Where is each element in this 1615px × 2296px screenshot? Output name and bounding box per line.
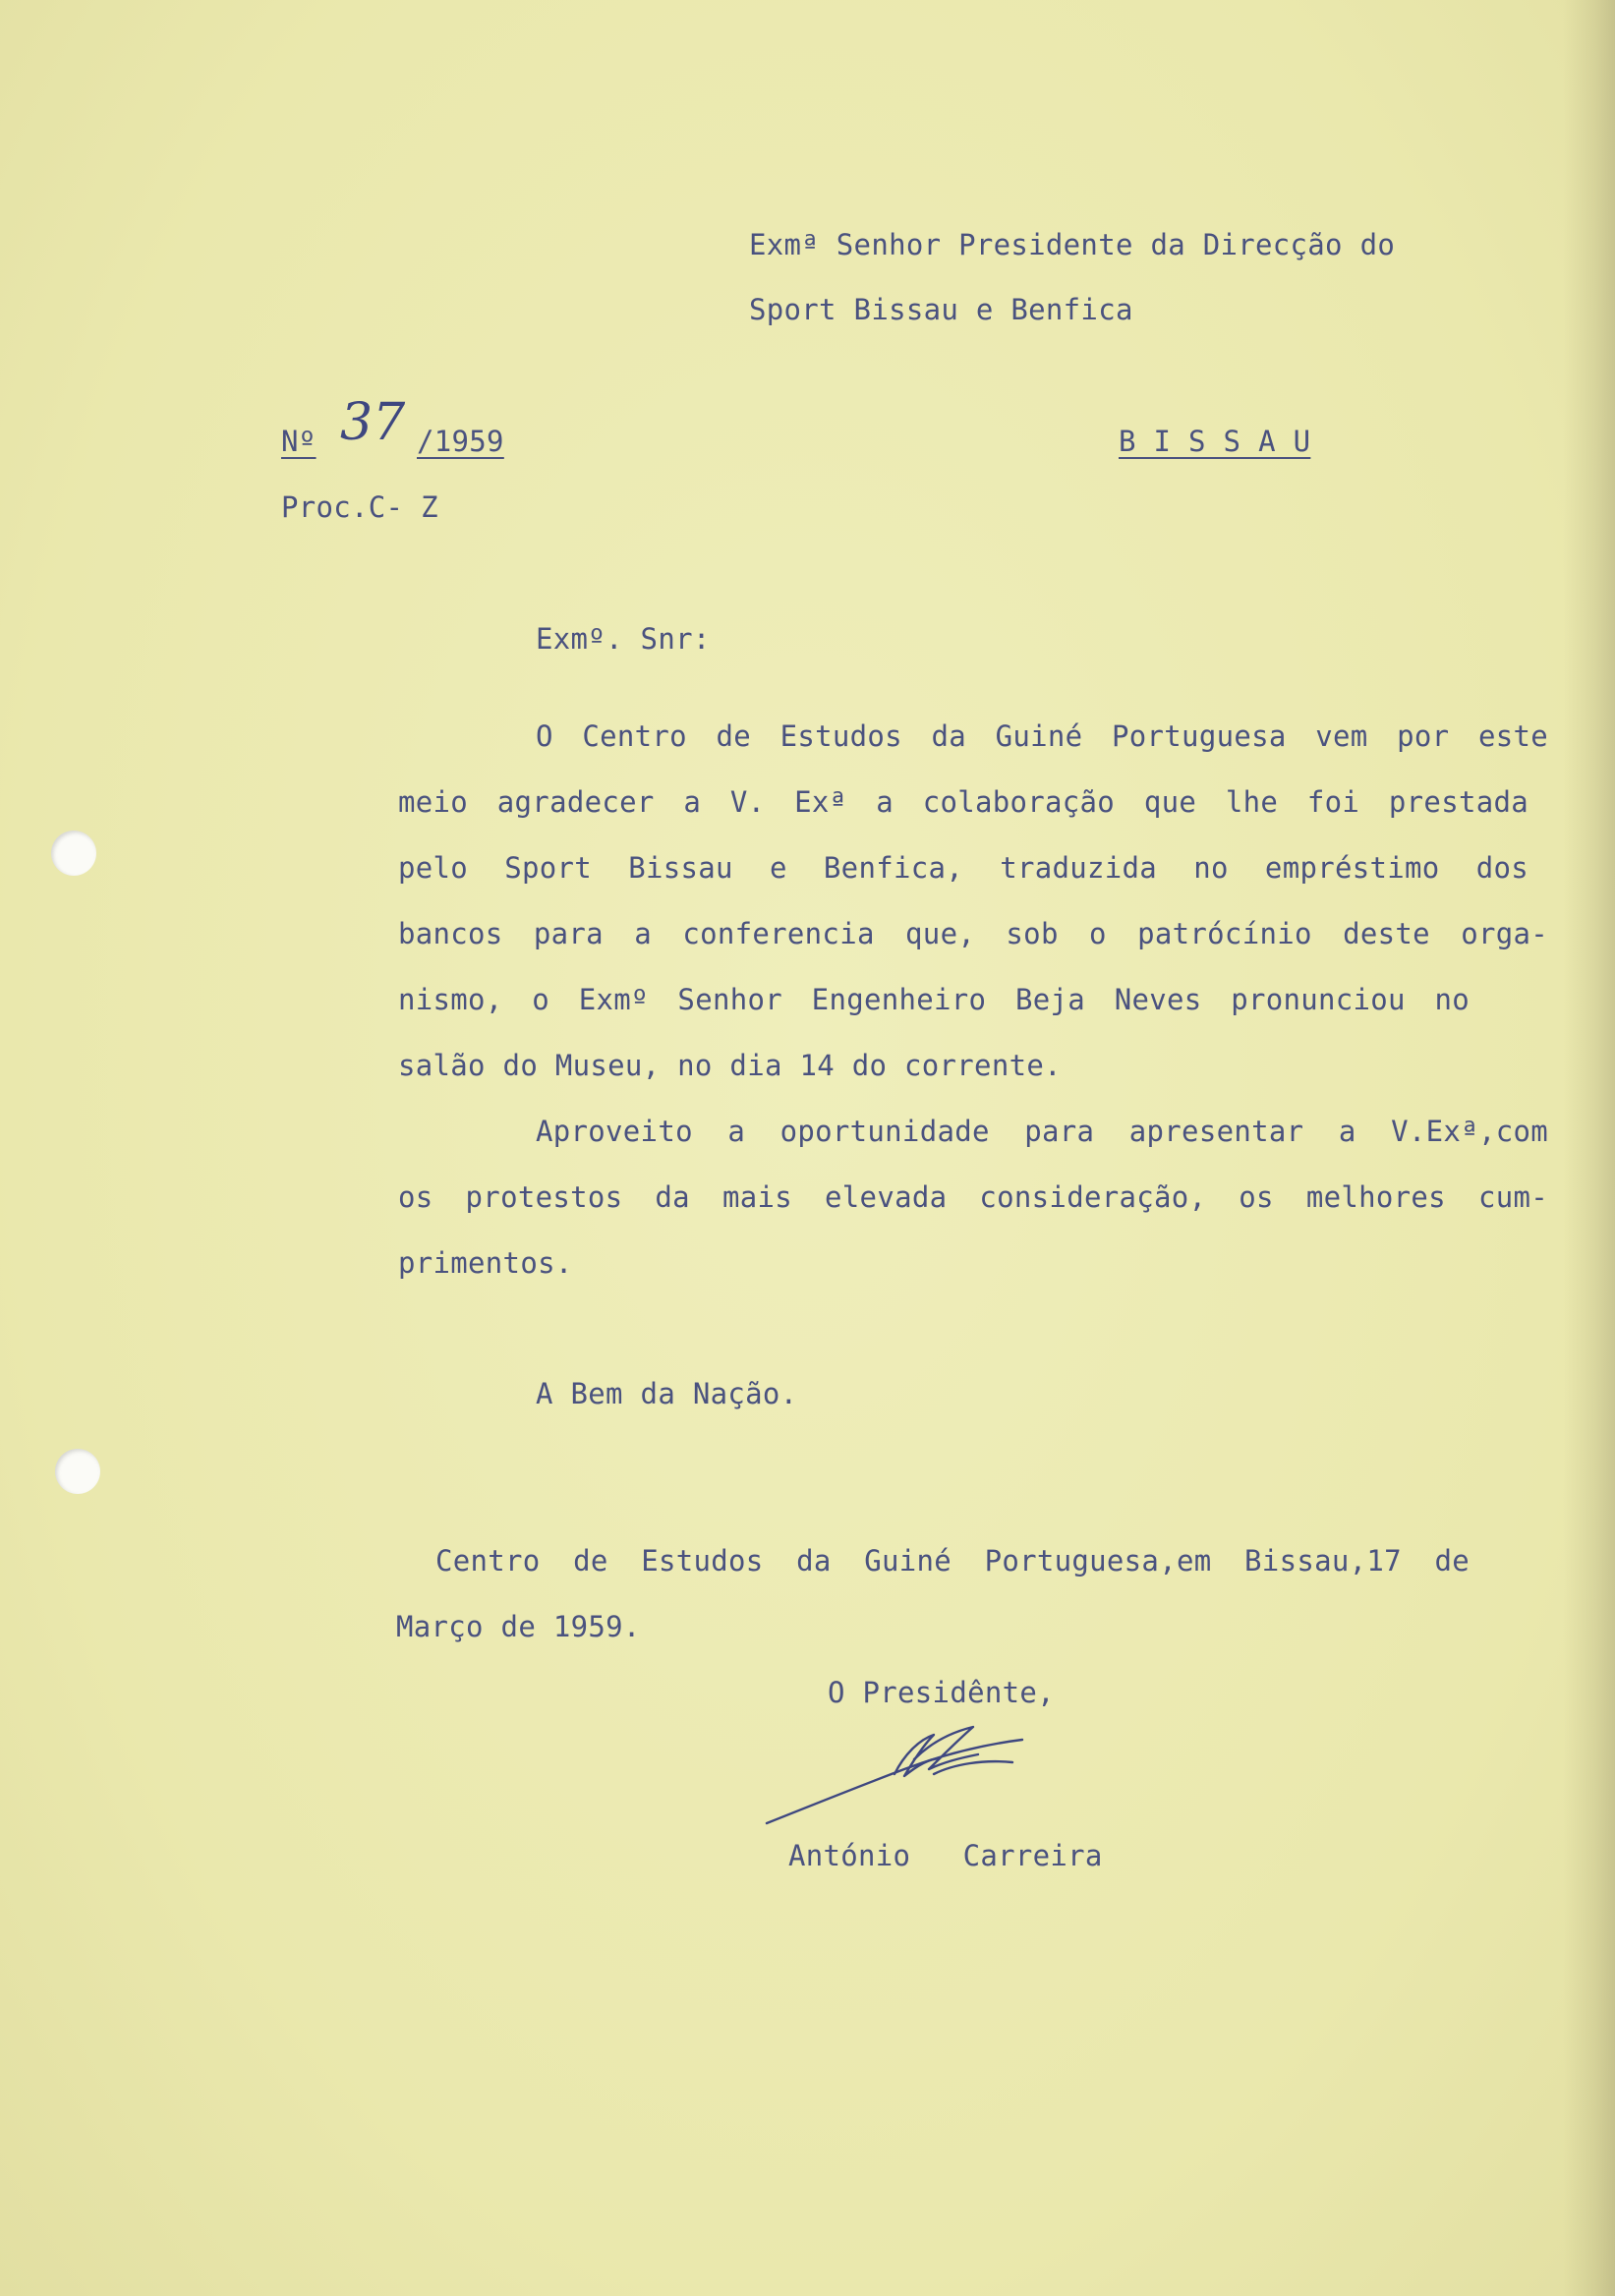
reference-handwritten-number: 37 xyxy=(340,393,406,452)
handwritten-signature xyxy=(757,1715,1052,1833)
body-line-6: salão do Museu, no dia 14 do corrente. xyxy=(398,1049,1062,1082)
body2-line-2: os protestos da mais elevada consideração, os melhores cum- xyxy=(398,1180,1548,1214)
process-reference: Proc.C- Z xyxy=(281,490,438,524)
body-line-5: nismo, o Exmº Senhor Engenheiro Beja Neves pronunciou no xyxy=(398,983,1470,1016)
body-line-1: O Centro de Estudos da Guiné Portuguesa vem por este xyxy=(536,719,1548,753)
reference-prefix: Nº xyxy=(281,425,317,458)
place-header: B I S S A U xyxy=(1119,425,1311,458)
punch-hole-top xyxy=(51,831,96,876)
addressee-line-2: Sport Bissau e Benfica xyxy=(749,293,1133,326)
body2-line-3: primentos. xyxy=(398,1246,573,1280)
body2-line-1: Aproveito a oportunidade para apresentar a V.Exª,com xyxy=(536,1115,1548,1148)
reference-year: /1959 xyxy=(417,425,504,458)
body-line-3: pelo Sport Bissau e Benfica, traduzida no empréstimo dos xyxy=(398,851,1528,885)
salutation: Exmº. Snr: xyxy=(536,622,711,656)
page-edge-shadow xyxy=(1563,0,1615,2296)
body-line-2: meio agradecer a V. Exª a colaboração que lhe foi prestada xyxy=(398,785,1528,819)
signatory-name: António Carreira xyxy=(788,1839,1103,1872)
body-line-4: bancos para a conferencia que, sob o patrócínio deste orga- xyxy=(398,917,1548,950)
place-date-line-1: Centro de Estudos da Guiné Portuguesa,em Bissau,17 de xyxy=(435,1544,1470,1578)
addressee-line-1: Exmª Senhor Presidente da Direcção do xyxy=(749,228,1396,261)
punch-hole-bottom xyxy=(55,1449,100,1494)
place-date-line-2: Março de 1959. xyxy=(396,1610,641,1643)
signoff: O Presidênte, xyxy=(828,1676,1055,1709)
closing-formula: A Bem da Nação. xyxy=(536,1377,798,1410)
